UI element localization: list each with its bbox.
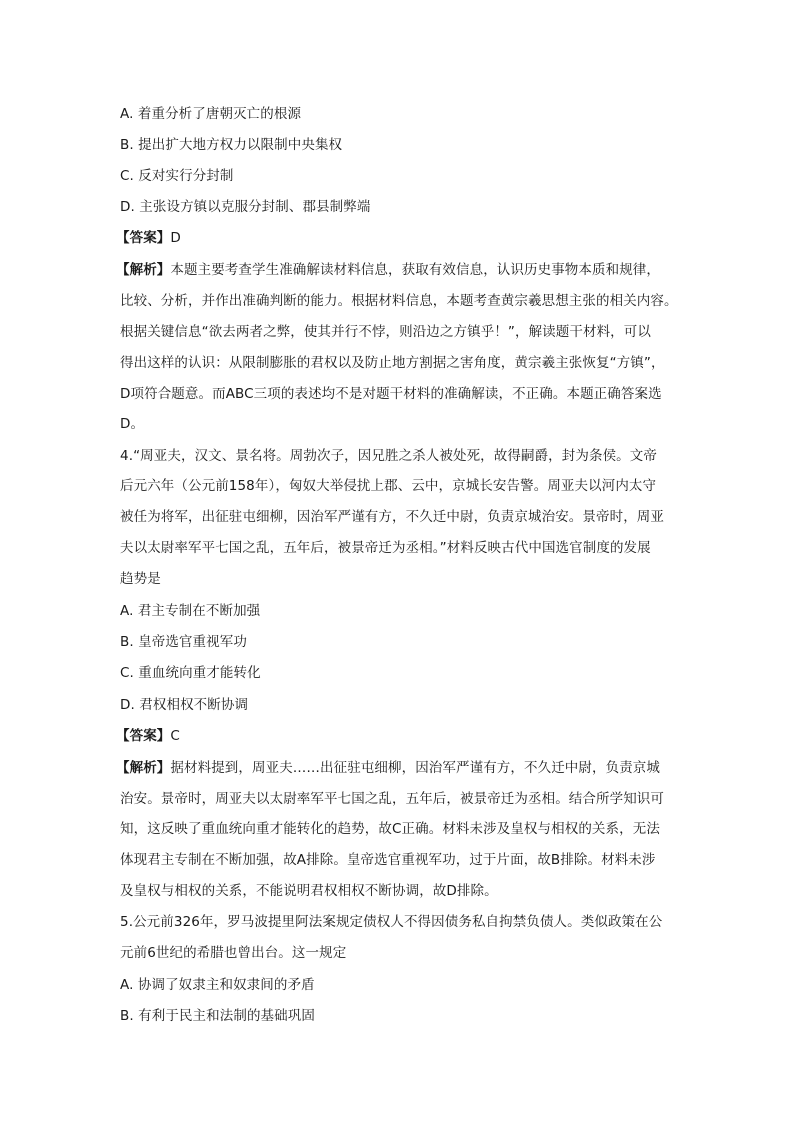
q4-analysis-line-1: [116, 758, 676, 778]
q4-analysis-line-5: 及皇权与相权的关系，不能说明君权相权不断协调，故D排除。: [120, 883, 498, 899]
q4-option-d: D. 君权相权不断协调: [120, 697, 249, 713]
answer-value: D: [170, 230, 181, 246]
q3-analysis-line-3: 根据关键信息“欲去两者之弊，使其并行不悖，则沿边之方镇乎！”，解读题干材料，可以: [120, 324, 651, 340]
q4-analysis-line-3: 知，这反映了重血统向重才能转化的趋势，故C正确。材料未涉及皇权与相权的关系，无法: [120, 821, 660, 837]
q5-option-b: B. 有利于民主和法制的基础巩固: [120, 1008, 315, 1024]
analysis-text: 本题主要考查学生准确解读材料信息，获取有效信息，认识历史事物本质和规律，: [170, 262, 661, 278]
answer-tag: 【答案】: [116, 728, 171, 744]
answer-tag: 【答案】: [116, 230, 171, 246]
q5-option-a: A. 协调了奴隶主和奴隶间的矛盾: [120, 977, 315, 993]
q3-option-c: C. 反对实行分封制: [120, 168, 234, 184]
analysis-tag: 【解析】: [116, 760, 171, 776]
analysis-tag: 【解析】: [116, 262, 171, 278]
q4-analysis-line-2: 治安。景帝时，周亚夫以太尉率军平七国之乱，五年后，被景帝迁为丞相。结合所学知识可: [120, 791, 664, 807]
analysis-text: 据材料提到，周亚夫……出征驻屯细柳，因治军严谨有方，不久迁中尉，负责京城: [170, 760, 661, 776]
q3-analysis-line-6: D。: [120, 416, 145, 432]
q5-stem-line-1: 5.公元前326年，罗马波提里阿法案规定债权人不得因债务私自拘禁负债人。类似政策在公: [120, 914, 663, 930]
q4-stem-line-4: 夫以太尉率军平七国之乱，五年后，被景帝迁为丞相。”材料反映古代中国选官制度的发展: [120, 540, 651, 556]
q4-stem-line-2: 后元六年（公元前158年），匈奴大举侵扰上郡、云中，京城长安告警。周亚夫以河内太守: [120, 478, 657, 494]
q4-stem-line-5: 趋势是: [120, 571, 161, 587]
q4-stem-line-1: 4.“周亚夫，汉文、景名将。周勃次子，因兄胜之杀人被处死，故得嗣爵，封为条侯。文帝: [120, 448, 657, 464]
q3-option-d: D. 主张设方镇以克服分封制、郡县制弊端: [120, 199, 371, 215]
q3-analysis-line-2: 比较、分析，并作出准确判断的能力。根据材料信息，本题考查黄宗羲思想主张的相关内容。: [120, 293, 678, 309]
q4-option-b: B. 皇帝选官重视军功: [120, 634, 247, 650]
q4-analysis-line-4: 体现君主专制在不断加强，故A排除。皇帝选官重视军功，过于片面，故B排除。材料未涉: [120, 852, 656, 868]
q3-option-a: A. 着重分析了唐朝灭亡的根源: [120, 106, 302, 122]
answer-value: C: [170, 728, 180, 744]
q3-analysis-line-1: [116, 260, 676, 280]
q3-analysis-line-5: D项符合题意。而ABC三项的表述均不是对题干材料的准确解读，不正确。本题正确答案选: [120, 386, 662, 402]
q4-option-a: A. 君主专制在不断加强: [120, 603, 261, 619]
q5-stem-line-2: 元前6世纪的希腊也曾出台。这一规定: [120, 945, 347, 961]
q3-analysis-line-4: 得出这样的认识：从限制膨胀的君权以及防止地方割据之害角度，黄宗羲主张恢复“方镇”，: [120, 355, 665, 371]
q4-stem-line-3: 被任为将军，出征驻屯细柳，因治军严谨有方，不久迁中尉，负责京城治安。景帝时，周亚: [120, 509, 664, 525]
q4-option-c: C. 重血统向重才能转化: [120, 665, 261, 681]
q3-option-b: B. 提出扩大地方权力以限制中央集权: [120, 137, 343, 153]
q3-answer: [116, 228, 676, 248]
q4-answer: [116, 726, 676, 746]
